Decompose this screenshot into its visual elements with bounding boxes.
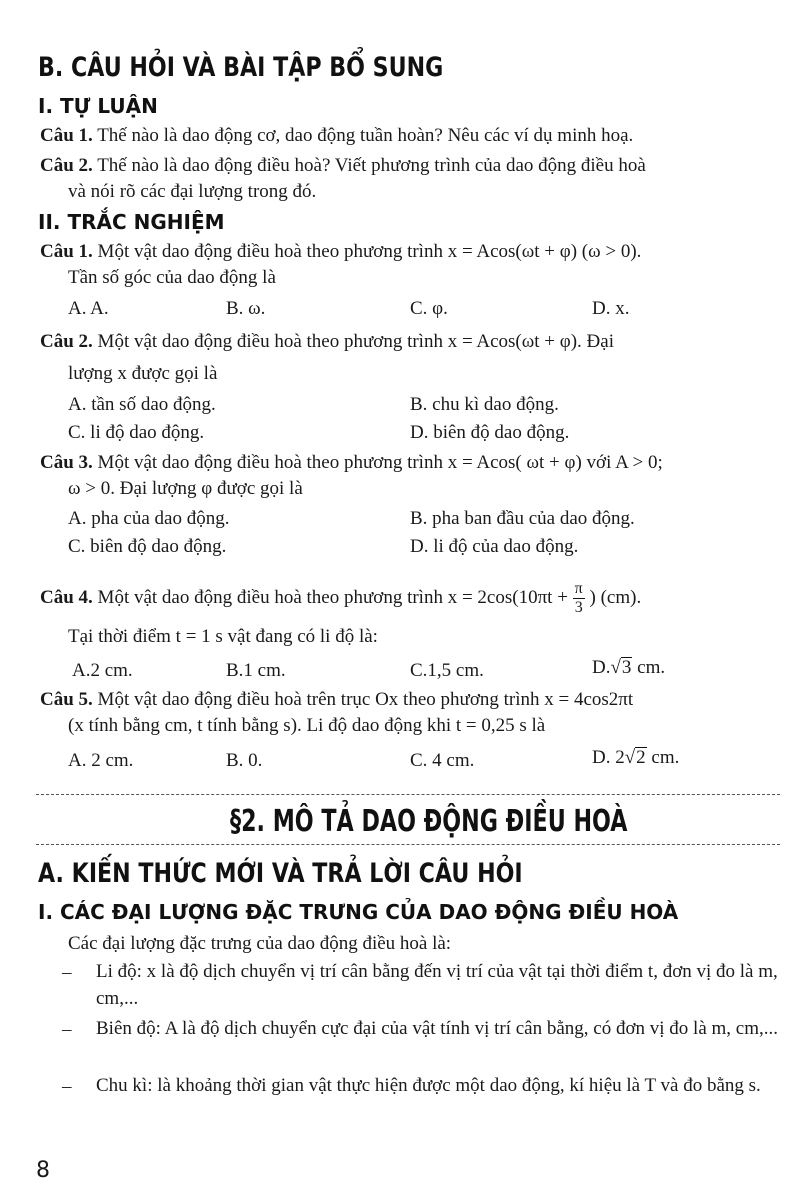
question-text: Một vật dao động điều hoà theo phương trình x = Acos( ωt + φ) với A > 0; xyxy=(92,452,663,473)
mcq-3-line1 xyxy=(40,451,663,475)
page-number: 8 xyxy=(36,1158,50,1183)
option-prefix: D. 2 xyxy=(592,747,625,768)
question-label: Câu 5. xyxy=(40,689,93,710)
question-label: Câu 1. xyxy=(40,241,93,262)
mcq-5-option-d xyxy=(592,746,679,770)
mcq-5-line1 xyxy=(40,688,633,712)
question-text: Một vật dao động điều hoà theo phương trình x = Acos(ωt + φ) (ω > 0). xyxy=(92,241,642,262)
essay-question-1 xyxy=(40,124,633,148)
mcq-3-option-b: B. pha ban đầu của dao động. xyxy=(410,508,635,529)
mcq-3-option-d: D. li độ của dao động. xyxy=(410,536,579,557)
mcq-2-option-b: B. chu kì dao động. xyxy=(410,394,559,415)
bullet-bien-do: Biên độ: A là độ dịch chuyển cực đại của vật tính vị trí cân bằng, có đơn vị đo là m, cm,... xyxy=(96,1018,779,1039)
mcq-3-option-a: A. pha của dao động. xyxy=(68,508,230,529)
mcq-4-option-b: B.1 cm. xyxy=(226,660,286,681)
mcq-2-option-c: C. li độ dao động. xyxy=(68,422,205,443)
mcq-2-line2: lượng x được gọi là xyxy=(68,363,218,384)
mcq-4-line1 xyxy=(40,578,641,618)
mcq-5-option-c: C. 4 cm. xyxy=(410,750,475,771)
question-text-end: ) (cm). xyxy=(584,587,642,608)
bullet-chu-ki: Chu kì: là khoảng thời gian vật thực hiện được một dao động, kí hiệu là T và đo bằng s. xyxy=(96,1075,761,1096)
radicand: 3 xyxy=(621,657,632,678)
option-prefix: D. xyxy=(592,657,611,678)
divider-top xyxy=(36,794,780,795)
question-label: Câu 1. xyxy=(40,125,93,146)
mcq-3-option-c: C. biên độ dao động. xyxy=(68,536,227,557)
option-suffix: cm. xyxy=(632,657,666,678)
mcq-1-option-d: D. x. xyxy=(592,298,630,319)
question-label: Câu 2. xyxy=(40,155,93,176)
mcq-3-line2: ω > 0. Đại lượng φ được gọi là xyxy=(68,478,303,499)
bullet-dash: – xyxy=(62,1019,72,1040)
mcq-1-option-b: B. ω. xyxy=(226,298,266,319)
chapter-title: §2. MÔ TẢ DAO ĐỘNG ĐIỀU HOÀ xyxy=(230,804,628,839)
bullet-li-do: Li độ: x là độ dịch chuyển vị trí cân bằng đến vị trí của vật tại thời điểm t, đơn vị đo là m, cm,... xyxy=(96,961,778,1009)
question-text: Thế nào là dao động điều hoà? Viết phương trình của dao động điều hoà xyxy=(92,155,646,176)
question-text: Một vật dao động điều hoà trên trục Ox theo phương trình x = 4cos2πt xyxy=(92,689,634,710)
question-text: Một vật dao động điều hoà theo phương trình x = 2cos(10πt + xyxy=(92,587,573,608)
part-ii-title: II. TRẮC NGHIỆM xyxy=(38,210,225,234)
section-a-part-i-title: I. CÁC ĐẠI LƯỢNG ĐẶC TRƯNG CỦA DAO ĐỘNG ĐIỀU HOÀ xyxy=(38,900,679,924)
mcq-4-option-c: C.1,5 cm. xyxy=(410,660,484,681)
mcq-4-line2: Tại thời điểm t = 1 s vật đang có li độ là: xyxy=(68,626,378,647)
question-text: Một vật dao động điều hoà theo phương trình x = Acos(ωt + φ). Đại xyxy=(92,331,614,352)
sqrt-sign: √ xyxy=(624,747,636,768)
mcq-4-option-d xyxy=(592,656,665,680)
mcq-1-line2: Tần số góc của dao động là xyxy=(68,267,276,288)
question-label: Câu 2. xyxy=(40,331,93,352)
mcq-5-option-b: B. 0. xyxy=(226,750,263,771)
mcq-2-option-a: A. tần số dao động. xyxy=(68,394,216,415)
option-suffix: cm. xyxy=(646,747,680,768)
mcq-1-line1 xyxy=(40,240,641,264)
mcq-5-option-a: A. 2 cm. xyxy=(68,750,134,771)
mcq-5-line2: (x tính bằng cm, t tính bằng s). Li độ dao động khi t = 0,25 s là xyxy=(68,715,546,736)
section-a-title: A. KIẾN THỨC MỚI VÀ TRẢ LỜI CÂU HỎI xyxy=(38,858,523,889)
bullet-dash: – xyxy=(62,1076,72,1097)
mcq-1-option-a: A. A. xyxy=(68,298,109,319)
sqrt-sign: √ xyxy=(610,657,621,678)
fraction-denominator: 3 xyxy=(574,599,583,617)
essay-question-2-line1 xyxy=(40,154,646,178)
mcq-2-line1 xyxy=(40,330,614,354)
radicand: 2 xyxy=(636,747,646,768)
section-a-intro: Các đại lượng đặc trưng của dao động điều hoà là: xyxy=(68,933,452,954)
question-label: Câu 3. xyxy=(40,452,93,473)
mcq-4-option-a: A.2 cm. xyxy=(72,660,133,681)
fraction-numerator: π xyxy=(574,580,583,598)
part-i-title: I. TỰ LUẬN xyxy=(38,94,158,118)
question-text: Thế nào là dao động cơ, dao động tuần hoàn? Nêu các ví dụ minh hoạ. xyxy=(92,125,634,146)
divider-bottom xyxy=(36,844,780,845)
bullet-dash: – xyxy=(62,962,72,983)
pi-over-3-fraction xyxy=(573,580,585,617)
question-label: Câu 4. xyxy=(40,587,93,608)
section-b-title: B. CÂU HỎI VÀ BÀI TẬP BỔ SUNG xyxy=(38,52,444,83)
essay-question-2-line2: và nói rõ các đại lượng trong đó. xyxy=(68,181,317,202)
mcq-2-option-d: D. biên độ dao động. xyxy=(410,422,570,443)
mcq-1-option-c: C. φ. xyxy=(410,298,448,319)
